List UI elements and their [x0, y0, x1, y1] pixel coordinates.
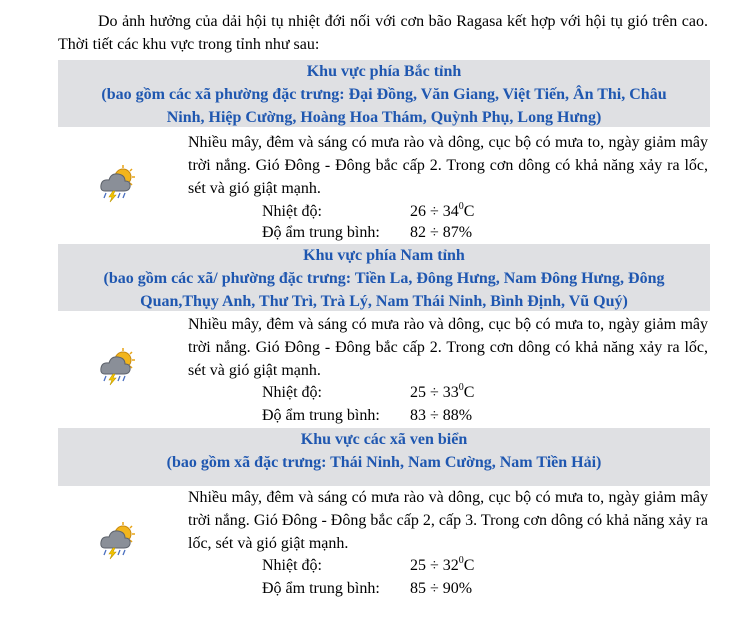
region-title: Khu vực phía Nam tỉnh	[303, 247, 465, 264]
humidity-value: 83 ÷ 88%	[410, 407, 473, 424]
region-title: Khu vực các xã ven biển	[300, 431, 468, 448]
temperature-label: Nhiệt độ:	[262, 203, 322, 220]
humidity-value: 85 ÷ 90%	[410, 580, 473, 597]
region-forecast-text: Nhiều mây, đêm và sáng có mưa rào và dông, cục bộ có mưa to, ngày giảm mây trời nắng. Gió Đông - Đông bắc cấp 2, cấp 3. Trong cơn dông có khả năng xảy ra lốc, sét và gió giật mạnh.	[188, 489, 708, 552]
region-forecast-text: Nhiều mây, đêm và sáng có mưa rào và dông, cục bộ có mưa to, ngày giảm mây trời nắng. Gió Đông - Đông bắc cấp 2. Trong cơn dông có khả năng xảy ra lốc, sét và gió giật mạnh.	[188, 316, 708, 379]
temperature-label: Nhiệt độ:	[262, 384, 322, 401]
temperature-value: $25 \div 33^0C$	[410, 381, 475, 401]
region-subtitle-line: Ninh, Hiệp Cường, Hoàng Hoa Thám, Quỳnh Phụ, Long Hưng)	[166, 109, 602, 126]
intro-text: Do ảnh hưởng của dải hội tụ nhiệt đới nối với cơn bão Ragasa kết hợp với hội tụ gió trên cao. Thời tiết các khu vực trong tỉnh như sau:	[58, 13, 708, 53]
humidity-label: Độ ẩm trung bình:	[262, 407, 380, 424]
humidity-label: Độ ẩm trung bình:	[262, 224, 380, 241]
temperature-value: $25 \div 32^0C$	[410, 554, 475, 574]
region-subtitle-line: (bao gồm xã đặc trưng: Thái Ninh, Nam Cường, Nam Tiền Hải)	[166, 454, 602, 471]
region-north-header	[58, 60, 710, 127]
temperature-value: $26 \div 34^0C$	[410, 200, 475, 220]
thunderstorm-cloud-sun-icon	[97, 163, 137, 203]
region-subtitle-line: (bao gồm các xã phường đặc trưng: Đại Đồng, Văn Giang, Việt Tiến, Ân Thi, Châu	[101, 86, 667, 103]
thunderstorm-cloud-sun-icon	[97, 520, 137, 560]
intro-paragraph	[58, 10, 708, 56]
region-subtitle-line: Quan,Thụy Anh, Thư Trì, Trà Lý, Nam Thái Ninh, Bình Định, Vũ Quý)	[140, 293, 628, 310]
region-forecast-text: Nhiều mây, đêm và sáng có mưa rào và dông, cục bộ có mưa to, ngày giảm mây trời nắng. Gió Đông - Đông bắc cấp 2. Trong cơn dông có khả năng xảy ra lốc, sét và gió giật mạnh.	[188, 134, 708, 197]
thunderstorm-cloud-sun-icon	[97, 346, 137, 386]
region-subtitle-line: (bao gồm các xã/ phường đặc trưng: Tiền La, Đông Hưng, Nam Đông Hưng, Đông	[103, 270, 665, 287]
region-south-header	[58, 244, 710, 311]
region-title: Khu vực phía Bắc tỉnh	[306, 63, 462, 80]
region-coastal-header	[58, 428, 710, 486]
temperature-label: Nhiệt độ:	[262, 557, 322, 574]
humidity-label: Độ ẩm trung bình:	[262, 580, 380, 597]
humidity-value: 82 ÷ 87%	[410, 224, 473, 241]
